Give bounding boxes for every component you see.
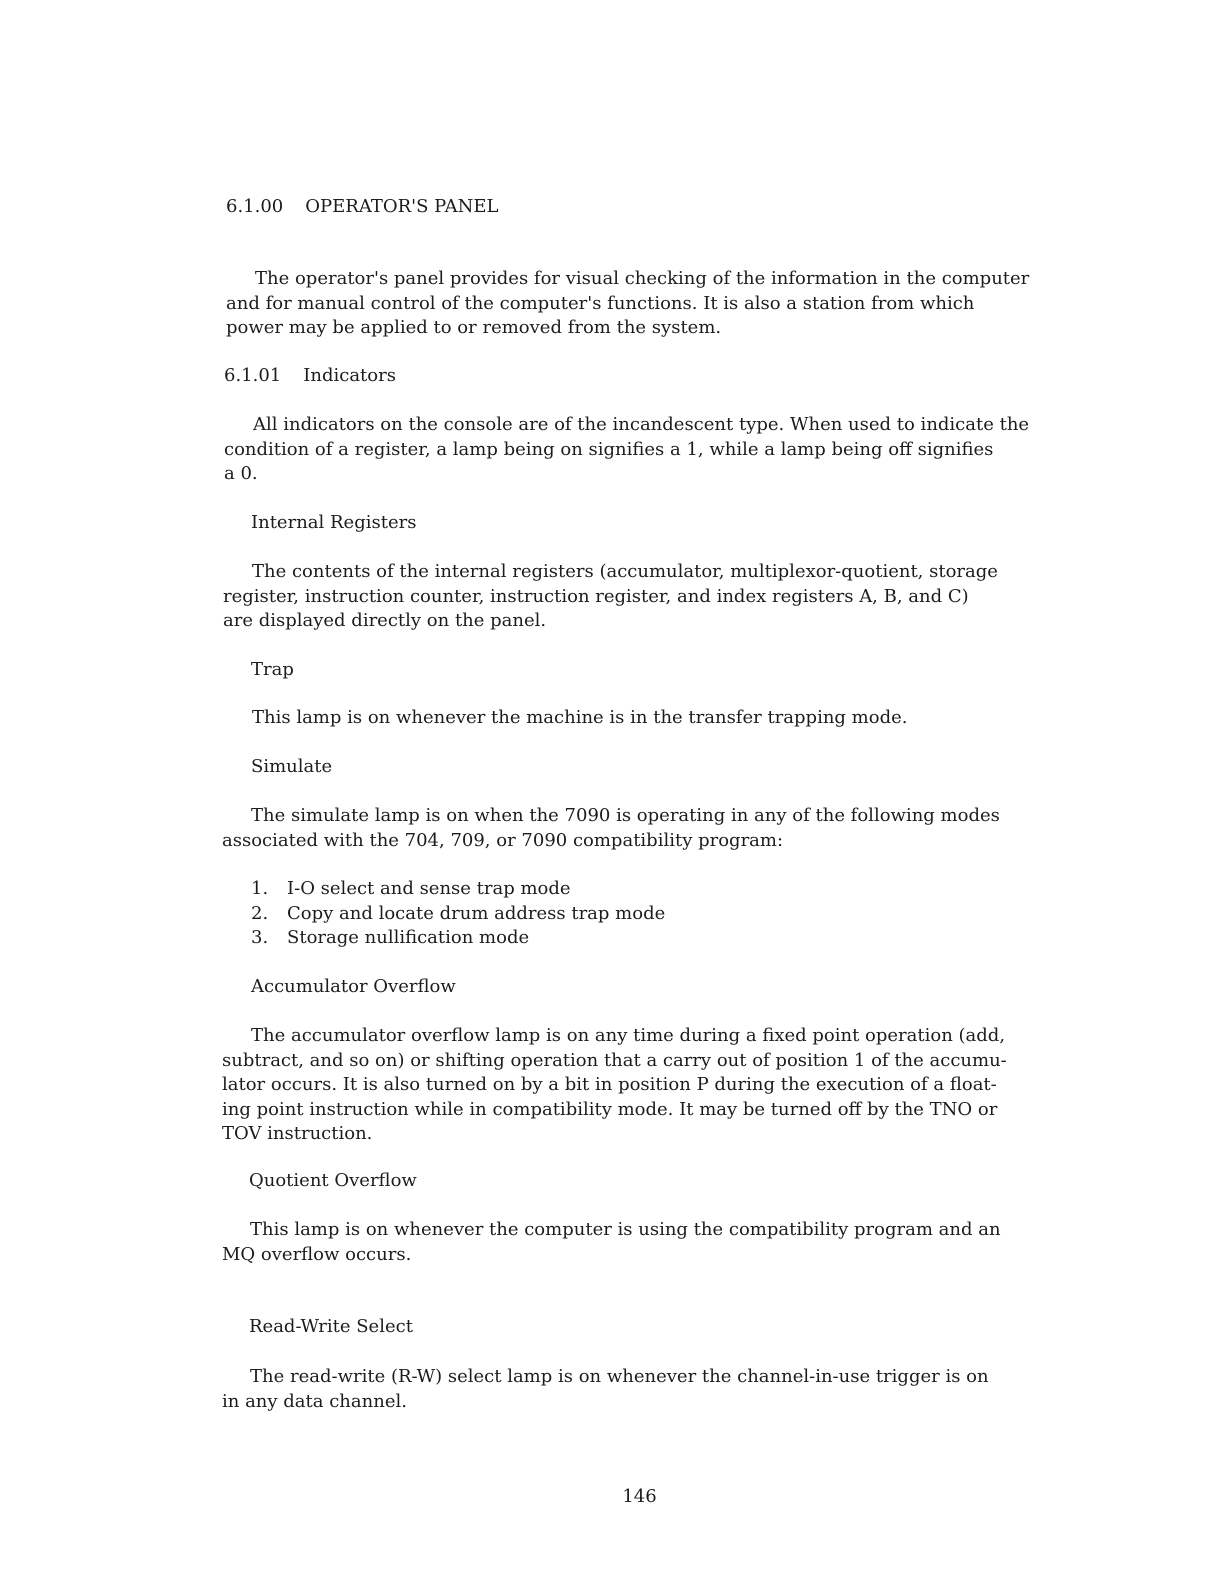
subsection-number: 6.1.01 xyxy=(224,365,282,386)
list-item xyxy=(251,926,1101,951)
internal-registers-line: are displayed directly on the panel. xyxy=(223,610,547,631)
accumulator-overflow-line: The accumulator overflow lamp is on any time during a fixed point operation (add, xyxy=(251,1025,1006,1046)
list-item-text: Copy and locate drum address trap mode xyxy=(287,902,666,924)
section-number: 6.1.00 xyxy=(226,196,284,217)
read-write-select-line: The read-write (R-W) select lamp is on whenever the channel-in-use trigger is on xyxy=(250,1366,989,1387)
quotient-overflow-line: This lamp is on whenever the computer is using the compatibility program and an xyxy=(250,1219,1001,1240)
subsection-heading xyxy=(224,364,1074,389)
simulate-line: associated with the 704, 709, or 7090 compatibility program: xyxy=(222,829,784,851)
read-write-select-line: in any data channel. xyxy=(222,1390,407,1412)
list-item-text: I-O select and sense trap mode xyxy=(287,878,571,899)
list-item-number: 1. xyxy=(251,878,269,899)
subsection-title: Indicators xyxy=(303,365,396,386)
section-title: OPERATOR'S PANEL xyxy=(305,196,499,217)
accumulator-overflow-line: TOV instruction. xyxy=(222,1123,373,1144)
accumulator-overflow-paragraph xyxy=(222,1024,1072,1147)
internal-registers-line: register, instruction counter, instruction register, and index registers A, B, and C) xyxy=(223,585,969,607)
trap-heading: Trap xyxy=(251,659,294,680)
list-item-text: Storage nullification mode xyxy=(287,927,530,948)
list-item xyxy=(251,877,1101,902)
quotient-overflow-line: MQ overflow occurs. xyxy=(222,1243,412,1265)
read-write-select-heading: Read-Write Select xyxy=(249,1316,413,1337)
internal-registers-line: The contents of the internal registers (accumulator, multiplexor-quotient, storage xyxy=(252,561,998,582)
accumulator-overflow-line: subtract, and so on) or shifting operation that a carry out of position 1 of the accumu- xyxy=(222,1049,1007,1071)
internal-registers-heading: Internal Registers xyxy=(251,512,417,533)
indicators-line: a 0. xyxy=(224,463,258,484)
intro-line: and for manual control of the computer's functions. It is also a station from which xyxy=(226,292,975,314)
simulate-line: The simulate lamp is on when the 7090 is operating in any of the following modes xyxy=(251,805,1000,826)
simulate-paragraph xyxy=(222,804,1072,853)
intro-line: power may be applied to or removed from the system. xyxy=(226,317,722,338)
simulate-heading: Simulate xyxy=(251,756,333,777)
trap-paragraph xyxy=(222,706,1072,731)
indicators-line: condition of a register, a lamp being on signifies a 1, while a lamp being off signifies xyxy=(224,438,994,460)
internal-registers-paragraph xyxy=(222,560,1072,634)
list-item xyxy=(251,902,1101,927)
section-heading xyxy=(226,195,1076,220)
list-item-number: 2. xyxy=(251,902,269,924)
accumulator-overflow-line: lator occurs. It is also turned on by a bit in position P during the execution of a float- xyxy=(222,1074,997,1095)
simulate-mode-list xyxy=(251,877,1101,951)
indicators-line: All indicators on the console are of the incandescent type. When used to indicate the xyxy=(253,414,1030,435)
accumulator-overflow-line: ing point instruction while in compatibility mode. It may be turned off by the TNO or xyxy=(222,1098,998,1120)
indicators-paragraph xyxy=(222,413,1072,487)
trap-line: This lamp is on whenever the machine is in the transfer trapping mode. xyxy=(252,707,908,728)
intro-line: The operator's panel provides for visual checking of the information in the computer xyxy=(255,268,1030,289)
list-item-number: 3. xyxy=(251,927,269,948)
page-number: 146 xyxy=(622,1486,657,1507)
read-write-select-paragraph xyxy=(222,1365,1072,1414)
accumulator-overflow-heading: Accumulator Overflow xyxy=(251,976,456,997)
intro-paragraph xyxy=(222,267,1072,341)
quotient-overflow-paragraph xyxy=(222,1218,1072,1267)
quotient-overflow-heading: Quotient Overflow xyxy=(249,1170,417,1191)
